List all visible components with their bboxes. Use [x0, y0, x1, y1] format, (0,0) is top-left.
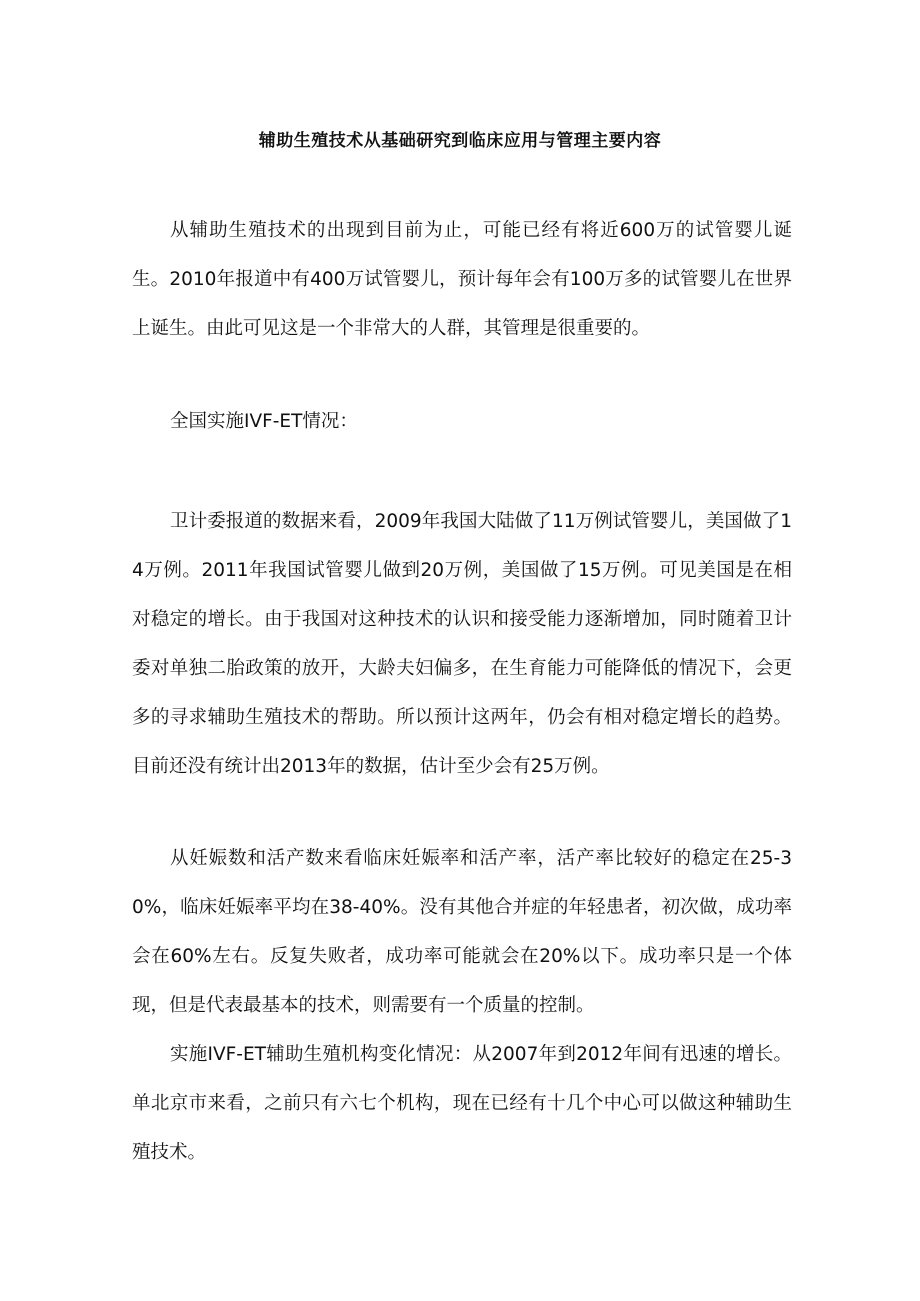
document-title: 辅助生殖技术从基础研究到临床应用与管理主要内容 [258, 131, 662, 151]
paragraph-case-statistics: 卫计委报道的数据来看，2009年我国大陆做了11万例试管婴儿，美国做了14万例。2011年我国试管婴儿做到20万例，美国做了15万例。可见美国是在相对稳定的增长。由于我国对这种技术的认识和接受能力逐渐增加，同时随着卫计委对单独二胎政策的放开，大龄夫妇偏多，在生育能力可能降低的情况下，会更多的寻求辅助生殖技术的帮助。所以预计这两年，仍会有相对稳定增长的趋势。目前还没有统计出2013年的数据，估计至少会有25万例。 [132, 511, 792, 777]
paragraph-institution-growth: 实施IVF-ET辅助生殖机构变化情况：从2007年到2012年间有迅速的增长。单北京市来看，之前只有六七个机构，现在已经有十几个中心可以做这种辅助生殖技术。 [132, 1044, 792, 1163]
paragraph-ivf-births: 从辅助生殖技术的出现到目前为止，可能已经有将近600万的试管婴儿诞生。2010年报道中有400万试管婴儿，预计每年会有100万多的试管婴儿在世界上诞生。由此可见这是一个非常大的人群，其管理是很重要的。 [132, 220, 792, 339]
paragraph-national-ivf-heading: 全国实施IVF-ET情况： [170, 411, 358, 432]
paragraph-success-rates: 从妊娠数和活产数来看临床妊娠率和活产率，活产率比较好的稳定在25-30%，临床妊娠率平均在38-40%。没有其他合并症的年轻患者，初次做，成功率会在60%左右。反复失败者，成功率可能就会在20%以下。成功率只是一个体现，但是代表最基本的技术，则需要有一个质量的控制。 [132, 848, 792, 1016]
